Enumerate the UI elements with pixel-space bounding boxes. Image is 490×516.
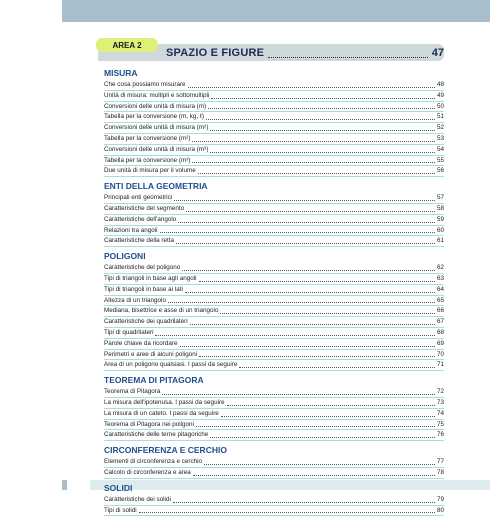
toc-entry-page: 75 [437, 420, 444, 430]
title-leader [268, 47, 428, 58]
toc-entry-label: Che cosa possiamo misurare [104, 80, 186, 90]
table-of-contents [104, 64, 444, 516]
toc-entry[interactable] [104, 274, 444, 285]
toc-section [104, 181, 444, 247]
toc-entry-page: 78 [437, 468, 444, 478]
toc-entry-label: Caratteristiche dell'angolo [104, 215, 176, 225]
toc-section [104, 483, 444, 516]
toc-entry-leader [162, 394, 435, 395]
toc-entry-label: Conversioni delle unità di misura (m²) [104, 123, 208, 133]
toc-entry-page: 52 [437, 123, 444, 133]
section-title: POLIGONI [104, 251, 444, 262]
toc-entry-label: Caratteristiche delle terne pitagoriche [104, 430, 208, 440]
toc-entry-leader [160, 232, 435, 233]
toc-entry-leader [186, 211, 435, 212]
area-title-row [166, 44, 444, 61]
toc-entry-page: 66 [437, 306, 444, 316]
toc-entry-page: 72 [437, 387, 444, 397]
toc-entry[interactable] [104, 506, 444, 516]
toc-entry-leader [239, 367, 435, 368]
toc-entry-leader [188, 87, 435, 88]
toc-entry-page: 49 [437, 91, 444, 101]
toc-entry-leader [221, 416, 435, 417]
toc-section [104, 68, 444, 177]
toc-entry-page: 76 [437, 430, 444, 440]
section-title: TEOREMA DI PITAGORA [104, 375, 444, 386]
toc-entry-page: 68 [437, 328, 444, 338]
toc-entry-leader [178, 222, 435, 223]
toc-section [104, 375, 444, 441]
toc-entry-label: Tabella per la conversione (m, kg, ℓ) [104, 112, 204, 122]
toc-entry-leader [176, 243, 435, 244]
toc-entry-page: 64 [437, 285, 444, 295]
toc-entry-page: 79 [437, 495, 444, 505]
toc-page [62, 22, 490, 480]
toc-entry-label: Caratteristiche dei quadrilateri [104, 317, 188, 327]
toc-entry[interactable] [104, 156, 444, 167]
toc-entry-label: Parole chiave da ricordare [104, 339, 178, 349]
toc-entry-label: Area di un poligono qualsiasi. I passi da seguire [104, 360, 237, 370]
toc-entry-label: Unità di misura: multipli e sottomultipli [104, 91, 209, 101]
toc-entry-label: Teorema di Pitagora [104, 387, 160, 397]
toc-entry[interactable] [104, 236, 444, 247]
toc-entry-leader [199, 281, 435, 282]
toc-entry-label: Conversioni delle unità di misura (m) [104, 102, 206, 112]
toc-entry-label: Conversioni delle unità di misura (m³) [104, 145, 208, 155]
toc-entry-page: 50 [437, 102, 444, 112]
toc-entry[interactable] [104, 350, 444, 361]
toc-entry[interactable] [104, 204, 444, 215]
toc-entry[interactable] [104, 91, 444, 102]
toc-entry-leader [210, 437, 435, 438]
toc-entry-label: Caratteristiche della retta [104, 236, 174, 246]
toc-entry-label: Tipi di solidi [104, 506, 137, 516]
toc-entry-page: 51 [437, 112, 444, 122]
area-badge [96, 38, 158, 52]
area-title: SPAZIO E FIGURE [166, 47, 264, 59]
toc-entry-leader [180, 346, 435, 347]
toc-entry-page: 74 [437, 409, 444, 419]
toc-entry[interactable] [104, 134, 444, 145]
toc-entry[interactable] [104, 80, 444, 91]
toc-entry[interactable] [104, 398, 444, 409]
toc-entry-leader [227, 405, 435, 406]
toc-entry-label: Relazioni tra angoli [104, 226, 158, 236]
toc-entry-leader [174, 200, 435, 201]
toc-entry-page: 56 [437, 166, 444, 176]
toc-entry-label: Altezza di un triangolo [104, 296, 166, 306]
toc-entry-leader [210, 130, 435, 131]
toc-entry[interactable] [104, 306, 444, 317]
toc-entry-label: Perimetri e aree di alcuni poligoni [104, 350, 197, 360]
toc-entry-leader [206, 119, 435, 120]
toc-entry[interactable] [104, 123, 444, 134]
toc-entry[interactable] [104, 430, 444, 441]
toc-section [104, 251, 444, 371]
toc-entry-leader [168, 302, 435, 303]
toc-entry-page: 58 [437, 204, 444, 214]
section-title: ENTI DELLA GEOMETRIA [104, 181, 444, 192]
toc-entry-page: 77 [437, 457, 444, 467]
toc-entry-label: La misura di un cateto. I passi da seguire [104, 409, 219, 419]
toc-entry-leader [198, 173, 435, 174]
toc-entry-leader [155, 335, 435, 336]
toc-entry-label: Tabella per la conversione (m³) [104, 156, 190, 166]
section-title: MISURA [104, 68, 444, 79]
toc-entry[interactable] [104, 166, 444, 177]
toc-entry-page: 60 [437, 226, 444, 236]
toc-entry-leader [204, 464, 435, 465]
toc-entry-leader [182, 270, 435, 271]
toc-entry-page: 71 [437, 360, 444, 370]
toc-entry-page: 57 [437, 193, 444, 203]
toc-entry-leader [220, 313, 435, 314]
toc-entry-page: 69 [437, 339, 444, 349]
toc-entry-label: Tipi di triangoli in base agli angoli [104, 274, 197, 284]
toc-entry-label: Caratteristiche dei solidi [104, 495, 171, 505]
toc-entry-label: Tipi di quadrilateri [104, 328, 153, 338]
toc-entry-label: Tipi di triangoli in base ai lati [104, 285, 183, 295]
toc-entry-page: 48 [437, 80, 444, 90]
toc-entry[interactable] [104, 468, 444, 479]
toc-entry-leader [199, 356, 435, 357]
toc-entry-page: 65 [437, 296, 444, 306]
toc-entry-label: Due unità di misura per il volume [104, 166, 196, 176]
toc-entry-page: 63 [437, 274, 444, 284]
toc-entry-page: 53 [437, 134, 444, 144]
toc-entry[interactable] [104, 285, 444, 296]
toc-entry[interactable] [104, 102, 444, 113]
toc-entry[interactable] [104, 328, 444, 339]
toc-entry[interactable] [104, 112, 444, 123]
section-title: SOLIDI [104, 483, 444, 494]
toc-entry-page: 73 [437, 398, 444, 408]
area-badge-label: AREA 2 [112, 41, 141, 50]
toc-entry[interactable] [104, 457, 444, 468]
toc-entry-leader [208, 108, 435, 109]
toc-entry-page: 62 [437, 263, 444, 273]
toc-entry-label: La misura dell'ipotenusa. I passi da seguire [104, 398, 225, 408]
top-border-band [62, 0, 490, 22]
toc-entry-leader [139, 512, 435, 513]
toc-entry-label: Mediana, bisettrice e asse di un triangolo [104, 306, 218, 316]
toc-entry[interactable] [104, 420, 444, 431]
toc-entry[interactable] [104, 409, 444, 420]
toc-entry-label: Caratteristiche del segmento [104, 204, 184, 214]
toc-entry-label: Principali enti geometrici [104, 193, 172, 203]
toc-entry-label: Elementi di circonferenza e cerchio [104, 457, 202, 467]
toc-entry-page: 61 [437, 236, 444, 246]
toc-entry-leader [190, 324, 435, 325]
toc-entry-label: Caratteristiche del poligono [104, 263, 180, 273]
toc-entry[interactable] [104, 296, 444, 307]
toc-entry-page: 54 [437, 145, 444, 155]
toc-entry-leader [173, 502, 435, 503]
toc-entry-leader [210, 152, 435, 153]
area-page-number: 47 [432, 47, 444, 59]
toc-entry-page: 55 [437, 156, 444, 166]
toc-entry[interactable] [104, 317, 444, 328]
section-title: CIRCONFERENZA E CERCHIO [104, 445, 444, 456]
toc-entry-leader [193, 475, 435, 476]
toc-entry[interactable] [104, 495, 444, 506]
toc-entry-leader [211, 98, 435, 99]
toc-entry-label: Calcolo di circonferenza e area [104, 468, 191, 478]
toc-entry[interactable] [104, 339, 444, 350]
toc-entry[interactable] [104, 215, 444, 226]
toc-entry-page: 70 [437, 350, 444, 360]
toc-entry-label: Teorema di Pitagora nei poligoni [104, 420, 194, 430]
toc-entry[interactable] [104, 226, 444, 237]
toc-entry-page: 80 [437, 506, 444, 516]
toc-entry-page: 67 [437, 317, 444, 327]
toc-section [104, 445, 444, 479]
toc-entry[interactable] [104, 387, 444, 398]
toc-entry[interactable] [104, 263, 444, 274]
toc-entry-leader [192, 141, 435, 142]
toc-entry[interactable] [104, 193, 444, 204]
toc-entry-page: 59 [437, 215, 444, 225]
toc-entry-label: Tabella per la conversione (m²) [104, 134, 190, 144]
toc-entry-leader [196, 426, 435, 427]
toc-entry[interactable] [104, 360, 444, 371]
toc-entry-leader [185, 292, 435, 293]
toc-entry[interactable] [104, 145, 444, 156]
toc-entry-leader [192, 162, 435, 163]
